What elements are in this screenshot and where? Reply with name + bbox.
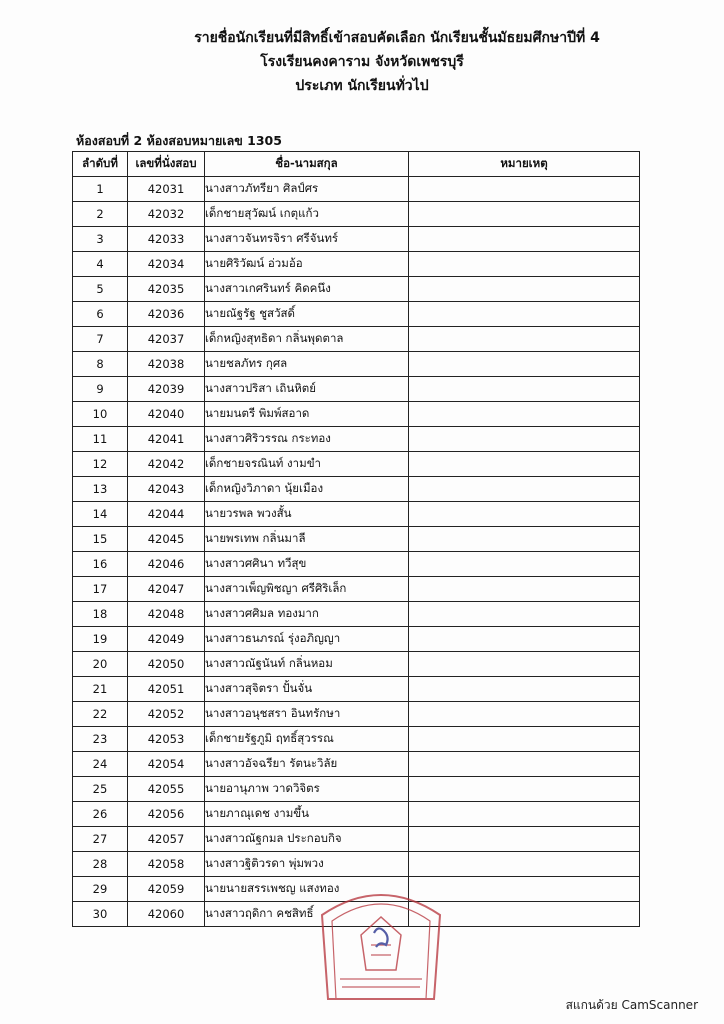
table-row <box>73 602 640 627</box>
row-note <box>409 527 640 552</box>
table-row <box>73 302 640 327</box>
table-row <box>73 627 640 652</box>
row-note <box>409 902 640 927</box>
row-seat-number: 42040 <box>128 402 205 427</box>
row-order-number: 10 <box>73 402 128 427</box>
table-row <box>73 652 640 677</box>
row-order-number: 1 <box>73 177 128 202</box>
row-student-name: นายวรพล พวงสั้น <box>205 502 409 527</box>
table-row <box>73 427 640 452</box>
row-seat-number: 42055 <box>128 777 205 802</box>
row-order-number: 23 <box>73 727 128 752</box>
row-note <box>409 802 640 827</box>
table-row <box>73 502 640 527</box>
row-order-number: 20 <box>73 652 128 677</box>
row-student-name: นางสาวศิริวรรณ กระทอง <box>205 427 409 452</box>
row-note <box>409 202 640 227</box>
table-row <box>73 877 640 902</box>
row-student-name: นางสาวณัฐนันท์ กลิ่นหอม <box>205 652 409 677</box>
table-row <box>73 777 640 802</box>
row-seat-number: 42031 <box>128 177 205 202</box>
row-student-name: นางสาวสุจิตรา ปั้นจั่น <box>205 677 409 702</box>
row-note <box>409 577 640 602</box>
row-order-number: 21 <box>73 677 128 702</box>
table-row <box>73 552 640 577</box>
row-note <box>409 627 640 652</box>
row-order-number: 14 <box>73 502 128 527</box>
row-note <box>409 402 640 427</box>
row-note <box>409 552 640 577</box>
row-note <box>409 227 640 252</box>
row-seat-number: 42041 <box>128 427 205 452</box>
row-student-name: นางสาวณัฐกมล ประกอบกิจ <box>205 827 409 852</box>
scanner-watermark: สแกนด้วย CamScanner <box>565 998 698 1012</box>
col-header-note: หมายเหตุ <box>409 152 640 177</box>
table-row <box>73 327 640 352</box>
row-note <box>409 377 640 402</box>
row-order-number: 19 <box>73 627 128 652</box>
table-row <box>73 352 640 377</box>
row-student-name: นางสาวศศิมล ทองมาก <box>205 602 409 627</box>
table-row <box>73 177 640 202</box>
row-student-name: นางสาวศศินา ทวีสุข <box>205 552 409 577</box>
row-student-name: นางสาวจันทรจิรา ศรีจันทร์ <box>205 227 409 252</box>
row-seat-number: 42037 <box>128 327 205 352</box>
row-student-name: นางสาวภัทรียา ศิลป์ศร <box>205 177 409 202</box>
row-student-name: นางสาวเกศรินทร์ คิดคนึง <box>205 277 409 302</box>
row-order-number: 18 <box>73 602 128 627</box>
row-note <box>409 852 640 877</box>
col-header-name: ชื่อ-นามสกุล <box>205 152 409 177</box>
table-row <box>73 202 640 227</box>
row-order-number: 4 <box>73 252 128 277</box>
row-student-name: นางสาวฐิติวรดา พุ่มพวง <box>205 852 409 877</box>
row-seat-number: 42038 <box>128 352 205 377</box>
row-seat-number: 42053 <box>128 727 205 752</box>
table-body <box>73 177 640 927</box>
row-seat-number: 42056 <box>128 802 205 827</box>
row-seat-number: 42060 <box>128 902 205 927</box>
row-note <box>409 877 640 902</box>
table-row <box>73 852 640 877</box>
row-student-name: เด็กชายจรณินท์ งามขำ <box>205 452 409 477</box>
table-row <box>73 702 640 727</box>
header-school: โรงเรียนคงคาราม จังหวัดเพชรบุรี <box>260 54 464 70</box>
row-seat-number: 42032 <box>128 202 205 227</box>
row-seat-number: 42050 <box>128 652 205 677</box>
col-header-seat: เลขที่นั่งสอบ <box>128 152 205 177</box>
row-order-number: 25 <box>73 777 128 802</box>
row-student-name: เด็กหญิงสุทธิดา กลิ่นพุดตาล <box>205 327 409 352</box>
row-order-number: 11 <box>73 427 128 452</box>
row-student-name: เด็กชายรัฐภูมิ ฤทธิ์สุวรรณ <box>205 727 409 752</box>
row-seat-number: 42034 <box>128 252 205 277</box>
row-seat-number: 42059 <box>128 877 205 902</box>
row-note <box>409 502 640 527</box>
table-row <box>73 527 640 552</box>
student-roster-table <box>72 151 640 927</box>
table-row <box>73 477 640 502</box>
row-seat-number: 42051 <box>128 677 205 702</box>
table-row <box>73 252 640 277</box>
row-note <box>409 727 640 752</box>
row-seat-number: 42045 <box>128 527 205 552</box>
row-note <box>409 702 640 727</box>
table-row <box>73 377 640 402</box>
row-note <box>409 177 640 202</box>
row-seat-number: 42048 <box>128 602 205 627</box>
row-order-number: 8 <box>73 352 128 377</box>
row-note <box>409 327 640 352</box>
table-row <box>73 277 640 302</box>
row-order-number: 17 <box>73 577 128 602</box>
row-student-name: นายพรเทพ กลิ่นมาลี <box>205 527 409 552</box>
row-seat-number: 42057 <box>128 827 205 852</box>
row-order-number: 5 <box>73 277 128 302</box>
row-seat-number: 42035 <box>128 277 205 302</box>
row-student-name: นายศิริวัฒน์ อ่วมอ้อ <box>205 252 409 277</box>
row-order-number: 30 <box>73 902 128 927</box>
row-note <box>409 277 640 302</box>
row-student-name: นางสาวอัจฉรียา รัตนะวิลัย <box>205 752 409 777</box>
row-student-name: นายนายสรรเพชญ แสงทอง <box>205 877 409 902</box>
row-order-number: 28 <box>73 852 128 877</box>
row-seat-number: 42043 <box>128 477 205 502</box>
row-order-number: 3 <box>73 227 128 252</box>
table-row <box>73 227 640 252</box>
table-row <box>73 402 640 427</box>
row-seat-number: 42047 <box>128 577 205 602</box>
row-note <box>409 777 640 802</box>
col-header-order: ลำดับที่ <box>73 152 128 177</box>
row-note <box>409 652 640 677</box>
table-row <box>73 452 640 477</box>
row-order-number: 16 <box>73 552 128 577</box>
table-row <box>73 902 640 927</box>
table-row <box>73 752 640 777</box>
row-note <box>409 352 640 377</box>
row-seat-number: 42052 <box>128 702 205 727</box>
row-note <box>409 452 640 477</box>
row-student-name: นายมนตรี พิมพ์สอาด <box>205 402 409 427</box>
row-student-name: นางสาวเพ็ญพิชญา ศรีศิริเล็ก <box>205 577 409 602</box>
row-order-number: 6 <box>73 302 128 327</box>
row-note <box>409 752 640 777</box>
row-order-number: 29 <box>73 877 128 902</box>
header-category: ประเภท นักเรียนทั่วไป <box>295 78 429 94</box>
row-order-number: 13 <box>73 477 128 502</box>
document-header <box>0 26 724 98</box>
row-seat-number: 42033 <box>128 227 205 252</box>
row-note <box>409 827 640 852</box>
row-student-name: นายอานุภาพ วาดวิจิตร <box>205 777 409 802</box>
table-row <box>73 577 640 602</box>
row-seat-number: 42036 <box>128 302 205 327</box>
row-order-number: 27 <box>73 827 128 852</box>
table-row <box>73 802 640 827</box>
row-order-number: 26 <box>73 802 128 827</box>
table-row <box>73 677 640 702</box>
row-note <box>409 427 640 452</box>
row-seat-number: 42049 <box>128 627 205 652</box>
exam-room-label: ห้องสอบที่ 2 ห้องสอบหมายเลข 1305 <box>76 133 282 148</box>
row-note <box>409 252 640 277</box>
row-student-name: นางสาวอนุชสรา อินทรักษา <box>205 702 409 727</box>
row-seat-number: 42042 <box>128 452 205 477</box>
row-seat-number: 42044 <box>128 502 205 527</box>
row-seat-number: 42058 <box>128 852 205 877</box>
row-seat-number: 42054 <box>128 752 205 777</box>
row-student-name: นายชลภัทร กุศล <box>205 352 409 377</box>
row-order-number: 22 <box>73 702 128 727</box>
row-student-name: นางสาวฤดิกา คชสิทธิ์ <box>205 902 409 927</box>
row-student-name: นางสาวธนภรณ์ รุ่งอภิญญา <box>205 627 409 652</box>
row-seat-number: 42039 <box>128 377 205 402</box>
row-note <box>409 477 640 502</box>
row-note <box>409 602 640 627</box>
row-order-number: 2 <box>73 202 128 227</box>
row-order-number: 9 <box>73 377 128 402</box>
table-header-row <box>73 152 640 177</box>
row-student-name: เด็กชายสุวัฒน์ เกตุแก้ว <box>205 202 409 227</box>
row-student-name: นายภาณุเดช งามขึ้น <box>205 802 409 827</box>
table-row <box>73 727 640 752</box>
row-student-name: นายณัฐรัฐ ชูสวัสดิ์ <box>205 302 409 327</box>
header-title: รายชื่อนักเรียนที่มีสิทธิ์เข้าสอบคัดเลือก นักเรียนชั้นมัธยมศึกษาปีที่ 4 <box>194 30 600 46</box>
row-note <box>409 302 640 327</box>
row-order-number: 15 <box>73 527 128 552</box>
row-seat-number: 42046 <box>128 552 205 577</box>
row-student-name: เด็กหญิงวิภาดา นุ้ยเมือง <box>205 477 409 502</box>
row-order-number: 24 <box>73 752 128 777</box>
table-row <box>73 827 640 852</box>
row-note <box>409 677 640 702</box>
row-order-number: 7 <box>73 327 128 352</box>
row-student-name: นางสาวปริสา เถินหิตย์ <box>205 377 409 402</box>
row-order-number: 12 <box>73 452 128 477</box>
